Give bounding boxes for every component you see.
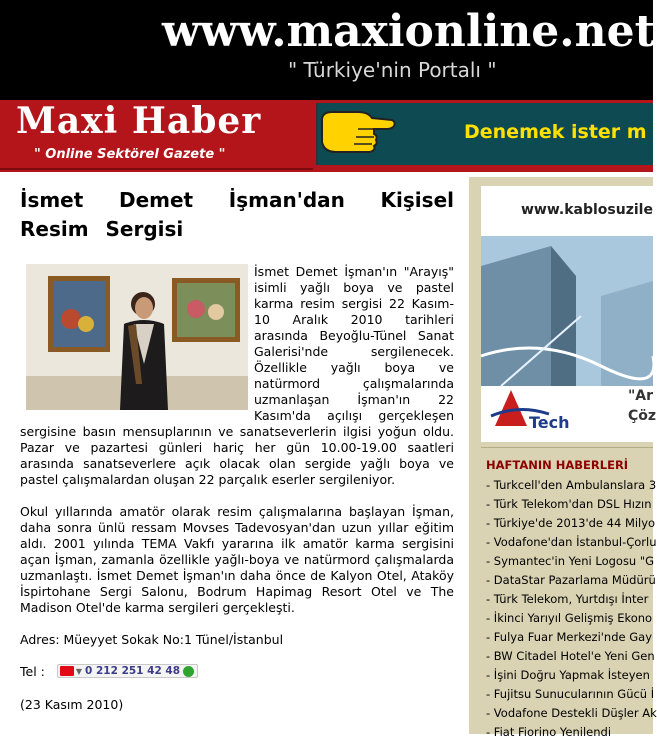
news-link[interactable]: - Vodafone'dan İstanbul-Çorlu: [486, 535, 657, 549]
news-heading: HAFTANIN HABERLERİ: [486, 458, 629, 472]
news-link[interactable]: - DataStar Pazarlama Müdürü: [486, 573, 656, 587]
artech-logo-icon: [489, 386, 589, 436]
banner-ad-text[interactable]: Denemek ister m: [464, 121, 647, 143]
sidebar-ad-image: [481, 236, 653, 386]
article-paragraph-2: Okul yıllarında amatör olarak resim çalışmalarına başlayan İşman, daha sonra ünlü ressam Movses Tadevosyan'dan uzun yıllar eğitim aldı. 2001 yılında TEMA Vakfı yararına ilk amatör karma sergisini açan İşman, zamanla özellikle yağlı-boya ve natürmord çalışmalarda uzmanlaştı. İsmet Demet İşman'ın daha önce de Kalyon Otel, Ataköy İspirtohane Sergi Salonu, Bodrum Hapimag Resort Otel ve The Madison Otel'de karma sergileri gerçekleşti.: [20, 504, 454, 615]
news-link[interactable]: - Fulya Fuar Merkezi'nde Gay: [486, 630, 653, 644]
sidebar-ad-quote-line2: Çöz: [628, 408, 657, 424]
logo-title[interactable]: Maxi Haber: [16, 100, 262, 142]
news-link[interactable]: - BW Citadel Hotel'e Yeni Gen: [486, 649, 655, 663]
sidebar-ad-quote: [628, 386, 656, 426]
logo-subtitle: " Online Sektörel Gazete ": [34, 147, 226, 162]
sidebar-ad-quote-line1: "Ar: [628, 388, 654, 404]
chevron-down-icon: ▼: [75, 666, 83, 676]
news-link[interactable]: - Vodafone Destekli Düşler Ak: [486, 706, 657, 720]
tel-row: [20, 663, 198, 679]
svg-text:Tech: Tech: [529, 413, 570, 432]
news-link[interactable]: - Türk Telekom'dan DSL Hızın: [486, 497, 652, 511]
address-line: Adres: Müeyyet Sokak No:1 Tünel/İstanbul: [20, 632, 284, 647]
tel-label: Tel :: [20, 663, 45, 679]
turkey-flag-icon: [60, 666, 74, 676]
sidebar-divider: [481, 447, 653, 448]
site-slogan: " Türkiye'nin Portalı ": [288, 58, 497, 82]
news-link[interactable]: - İkinci Yarıyıl Gelişmiş Ekono: [486, 611, 653, 625]
article-paragraph-1: İsmet Demet İşman'ın "Arayış" isimli yağlı boya ve pastel karma resim sergisi 22 Kasım-10 Aralık 2010 tarihleri arasında Beyoğlu-Tünel Sanat Galerisi'nde sergilenecek. Özellikle yağlı boya ve natürmord çalışmalarında uzmanlaşan İşman'ın 22 Kasım'da açılışı gerçekleşen sergisine basın mensuplarının ve sanatseverlerin ilgisi yoğun oldu. Pazar ve pazartesi günleri hariç her gün 10.00-19.00 saatleri arasında sanatseverlere açık olacak olan sergide yağlı boya ve pastel çalışmalardan oluşan 22 parçalık eserler sergileniyor.: [20, 264, 454, 487]
site-url[interactable]: www.maxionline.net: [162, 6, 655, 57]
pointing-hand-icon: [318, 106, 396, 156]
article-photo: [26, 264, 248, 410]
news-list: [486, 476, 657, 742]
news-link[interactable]: - Türk Telekom, Yurtdışı İnter: [486, 592, 649, 606]
news-link[interactable]: - Fujitsu Sunucularının Gücü İ: [486, 687, 655, 701]
news-link[interactable]: - Fiat Fiorino Yenilendi: [486, 725, 612, 739]
article-date: (23 Kasım 2010): [20, 697, 124, 712]
news-link[interactable]: - Symantec'in Yeni Logosu "G: [486, 554, 655, 568]
news-link[interactable]: - İşini Doğru Yapmak İsteyen: [486, 668, 650, 682]
phone-call-icon[interactable]: [183, 666, 194, 677]
article-title: İsmet Demet İşman'dan Kişisel Resim Sergisi: [20, 188, 454, 241]
tel-widget[interactable]: [57, 664, 198, 678]
tel-number[interactable]: 0 212 251 42 48: [85, 665, 181, 677]
news-link[interactable]: - Türkiye'de 2013'de 44 Milyo: [486, 516, 656, 530]
sidebar-ad-url[interactable]: www.kablosuzile: [521, 202, 653, 218]
news-link[interactable]: - Turkcell'den Ambulanslara 3: [486, 478, 657, 492]
